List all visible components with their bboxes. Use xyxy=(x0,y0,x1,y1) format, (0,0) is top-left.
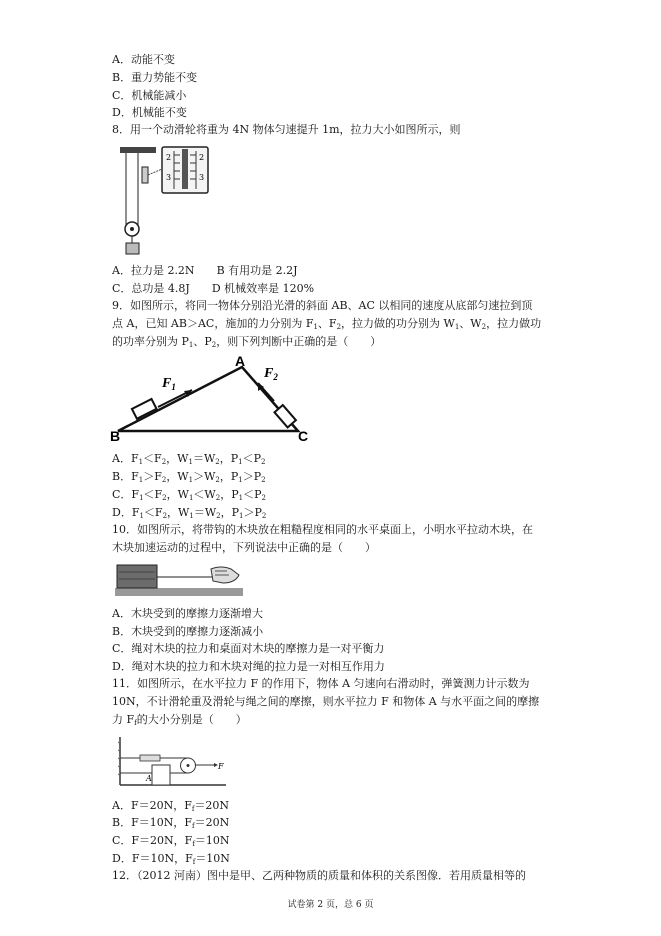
q9-label-f1: $F_1$ xyxy=(162,376,176,392)
q8-options-row-2 xyxy=(112,282,314,296)
q8-option-a: A．拉力是 2.2N xyxy=(112,264,195,277)
q9-label-f2: $F_2$ xyxy=(264,366,278,382)
q7-option-b: B．重力势能不变 xyxy=(112,71,198,84)
q8-scale-label-2: 3 xyxy=(166,173,172,182)
q9-label-a: A xyxy=(235,355,246,369)
q11-option-b: B．F＝10N，$F_f=20N$ xyxy=(112,816,230,830)
q9-label-c: C xyxy=(298,428,309,443)
q11-label-f: F xyxy=(218,762,224,771)
q8-pulley-figure xyxy=(118,143,210,257)
q10-option-a: A．木块受到的摩擦力逐渐增大 xyxy=(112,607,263,620)
q8-stem: 8．用一个动滑轮将重为 4N 物体匀速提升 1m，拉力大小如图所示，则 xyxy=(112,123,461,136)
q9-label-b: B xyxy=(110,428,121,443)
q8-scale-label-4: 3 xyxy=(199,173,205,182)
q12-stem: 12．（2012 河南）图中是甲、乙两种物质的质量和体积的关系图像．若用质量相等的 xyxy=(112,869,526,882)
q11-stem-line-3: 力 $F_f$的大小分别是（ ） xyxy=(112,713,247,727)
q7-option-d: D．机械能不变 xyxy=(112,106,187,119)
q9-incline-figure xyxy=(110,355,320,443)
q9-option-b: B．$F_1>F_2$，$W_1>W_2$，$P_1>P_2$ xyxy=(112,470,266,484)
q11-stem-line-2: 10N，不计滑轮重及滑轮与绳之间的摩擦，则水平拉力 F 和物体 A 与水平面之间的摩擦 xyxy=(112,695,540,708)
q7-option-a: A．动能不变 xyxy=(112,53,175,66)
q7-option-c: C．机械能减小 xyxy=(112,89,187,102)
q9-option-a: A．$F_1<F_2$，$W_1=W_2$，$P_1<P_2$ xyxy=(112,452,266,466)
q10-stem-line-1: 10．如图所示，将带钩的木块放在粗糙程度相同的水平桌面上，小明水平拉动木块，在 xyxy=(112,523,533,536)
q10-stem-line-2: 木块加速运动的过程中，下列说法中正确的是（ ） xyxy=(112,541,376,554)
q10-option-b: B．木块受到的摩擦力逐渐减小 xyxy=(112,625,264,638)
page-footer: 试卷第 2 页，总 6 页 xyxy=(287,900,374,910)
q11-label-a: A xyxy=(146,774,152,783)
q9-stem-line-2: 点 A，已知 AB＞AC，施加的力分别为 $F_1$、$F_2$，拉力做的功分别为 $W_1$、$W_2$，拉力做功 xyxy=(112,317,542,331)
q11-option-d: D．F＝10N，$F_f=10N$ xyxy=(112,852,230,866)
q11-stem-line-1: 11．如图所示，在水平拉力 F 的作用下，物体 A 匀速向右滑动时，弹簧测力计示数为 xyxy=(112,677,530,690)
q8-option-d: D 机械效率是 120% xyxy=(211,282,315,295)
q10-block-figure xyxy=(115,561,243,597)
q11-option-c: C．F＝20N，$F_f=10N$ xyxy=(112,834,230,848)
q8-options-row-1 xyxy=(112,264,298,278)
q10-option-d: D．绳对木块的拉力和木块对绳的拉力是一对相互作用力 xyxy=(112,660,385,673)
q8-option-c: C．总功是 4.8J xyxy=(112,282,190,295)
q9-stem-line-1: 9．如图所示，将同一物体分别沿光滑的斜面 AB、AC 以相同的速度从底部匀速拉到顶 xyxy=(112,299,533,312)
q9-stem-line-3: 的功率分别为 $P_1$、$P_2$，则下列判断中正确的是（ ） xyxy=(112,335,382,349)
q8-option-b: B 有用功是 2.2J xyxy=(216,264,298,277)
q10-option-c: C．绳对木块的拉力和桌面对木块的摩擦力是一对平衡力 xyxy=(112,642,385,655)
q11-option-a: A．F＝20N，$F_f=20N$ xyxy=(112,799,230,813)
q9-option-c: C．$F_1<F_2$，$W_1<W_2$，$P_1<P_2$ xyxy=(112,488,266,502)
q8-scale-label-3: 2 xyxy=(199,153,205,162)
q8-scale-label-1: 2 xyxy=(166,153,172,162)
q11-pulley-figure xyxy=(118,733,228,789)
q9-option-d: D．$F_1<F_2$，$W_1=W_2$，$P_1>P_2$ xyxy=(112,506,267,520)
